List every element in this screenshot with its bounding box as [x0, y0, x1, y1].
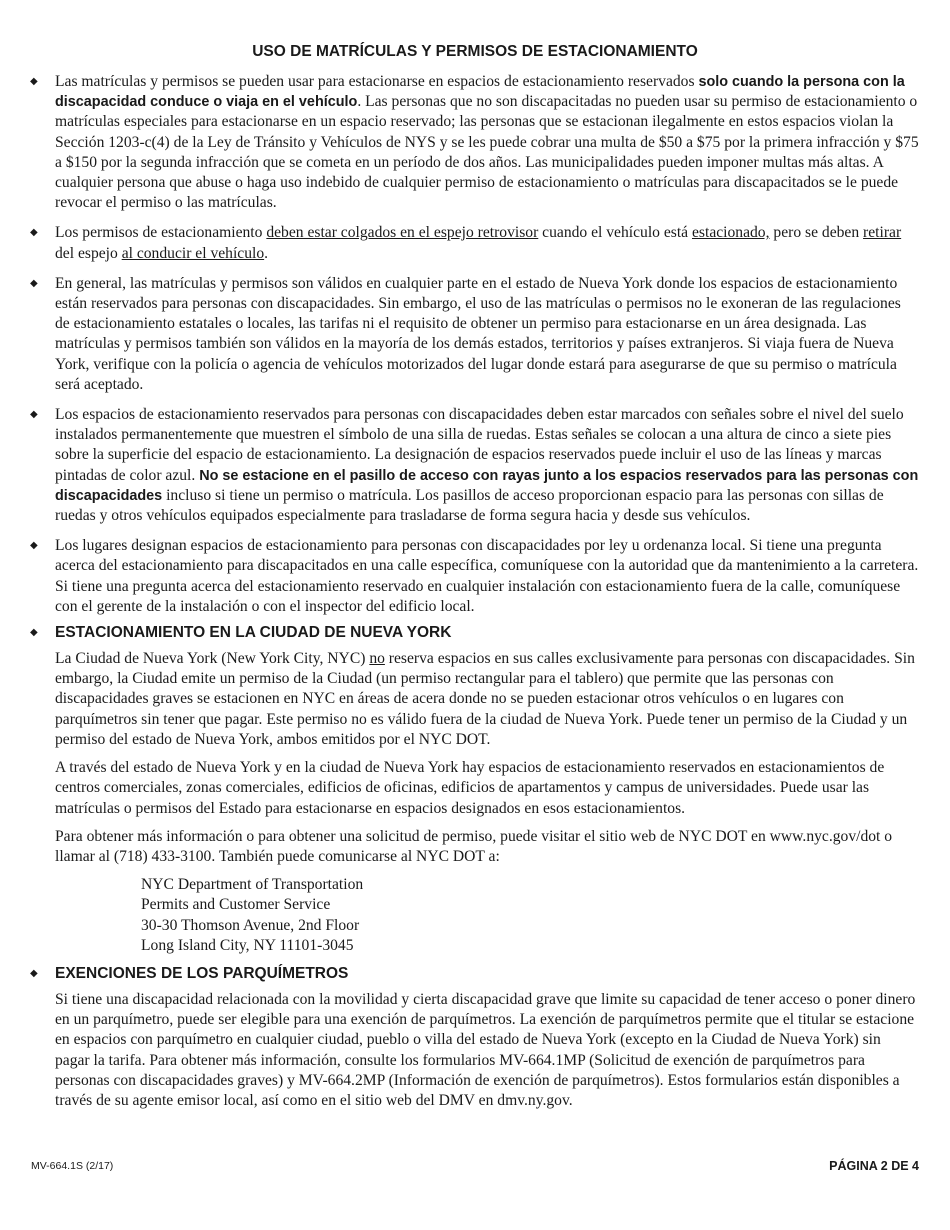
page-title: USO DE MATRÍCULAS Y PERMISOS DE ESTACIONAMIENTO: [252, 43, 698, 60]
paragraph: Las matrículas y permisos se pueden usar para estacionarse en espacios de estacionamiento reservados solo cuando la persona con la discapacidad conduce o viaja en el vehículo. Las personas que no son discapacitadas no pueden usar su permiso de estacionamiento o matrículas especiales para estacionarse en un espacio reservado; las personas que se estacionan ilegalmente en estos espacios violan la Sección 1203-c(4) de la Ley de Tránsito y Vehículos de NYS y se les puede cobrar una multa de $50 a $75 por la primera infracción y $75 a $150 por la segunda infracción que se cometa en un período de dos años. Las municipalidades pueden imponer multas más altas. A cualquier persona que abuse o haga uso indebido de cualquier permiso de estacionamiento o matrículas para discapacitados se le puede revocar el permiso o las matrículas.: [55, 73, 919, 212]
list-item: [31, 274, 919, 395]
main-content: [31, 72, 919, 1117]
paragraph: Si tiene una discapacidad relacionada con la movilidad y cierta discapacidad grave que limite su capacidad de tener acceso o poner dinero en un parquímetro, puede ser elegible para una exención de parquímetros. La exención de parquímetros permite que el titular se estacione en espacios con parquímetro en cualquier ciudad, pueblo o villa del estado de Nueva York (excepto en la Ciudad de Nueva York) sin pagar la tarifa. Para obtener más información, consulte los formularios MV-664.1MP (Solicitud de exención de parquímetros para personas con discapacidades graves) y MV-664.2MP (Información de exención de parquímetros). Estos formularios están disponibles a través de su agente emisor local, así como en el sitio web del DMV en dmv.ny.gov.: [55, 990, 916, 1109]
underlined-text: al conducir el vehículo: [121, 244, 265, 262]
list-item: [31, 405, 919, 526]
address-line: Long Island City, NY 11101-3045: [141, 936, 354, 954]
section-heading: ESTACIONAMIENTO EN LA CIUDAD DE NUEVA YORK: [55, 624, 452, 642]
underlined-text: retirar: [863, 224, 902, 242]
underlined-text: deben estar colgados en el espejo retrovisor: [266, 224, 539, 242]
form-identifier: MV-664.1S (2/17): [31, 1160, 114, 1172]
paragraph: En general, las matrículas y permisos son válidos en cualquier parte en el estado de Nueva York donde los espacios de estacionamiento están reservados para personas con discapacidades. Sin embargo, el uso de las matrículas o permisos no le exoneran de las regulaciones de estacionamiento estatales o locales, las tarifas ni el requisito de obtener un permiso para estacionarse en un área designada. Las matrículas y permisos también son válidos en la mayoría de los demás estados, territorios y países extranjeros. Si viaja fuera de Nueva York, verifique con la policía o agencia de vehículos motorizados del lugar donde estará para asegurarse de que su permiso o matrícula será aceptado.: [55, 274, 901, 393]
underlined-text: no: [369, 650, 385, 668]
paragraph: La Ciudad de Nueva York (New York City, NYC) no reserva espacios en sus calles exclusivamente para personas con discapacidades. Sin embargo, la Ciudad emite un permiso de la Ciudad (un permiso rectangular para el tablero) que permite que las personas con discapacidades graves se estacionen en NYC en áreas de acera donde no se pueden estacionar otros vehículos o en lugares con parquímetros sin tener que pagar. Este permiso no es válido fuera de la ciudad de Nueva York. Puede tener un permiso de la Ciudad y un permiso del estado de Nueva York, ambos emitidos por el NYC DOT.: [55, 650, 915, 748]
section-meter-exemptions: [31, 964, 919, 1111]
underlined-text: estacionado,: [692, 224, 770, 242]
paragraph: Los permisos de estacionamiento deben estar colgados en el espejo retrovisor cuando el vehículo está estacionado, pero se deben retirar del espejo al conducir el vehículo.: [55, 224, 902, 262]
list-item: [31, 536, 919, 617]
diamond-bullet-icon: ◆: [30, 540, 38, 552]
address-line: 30-30 Thomson Avenue, 2nd Floor: [141, 916, 360, 934]
diamond-bullet-icon: ◆: [30, 967, 38, 979]
diamond-bullet-icon: ◆: [30, 227, 38, 239]
paragraph: Para obtener más información o para obtener una solicitud de permiso, puede visitar el sitio web de NYC DOT en www.nyc.gov/dot o llamar al (718) 433-3100. También puede comunicarse al NYC DOT a:: [55, 827, 893, 865]
bold-text: No se estacione en el pasillo de acceso con rayas junto a los espacios reservados para las personas con discapacidades: [55, 467, 919, 504]
list-item: [31, 72, 919, 213]
paragraph: Los espacios de estacionamiento reservados para personas con discapacidades deben estar marcados con señales sobre el nivel del suelo instalados permanentemente que muestren el símbolo de una silla de ruedas. Estas señales se colocan a una altura de cinco a siete pies sobre la superficie del espacio de estacionamiento. La designación de espacios reservados puede incluir el uso de las líneas y marcas pintadas de color azul. No se estacione en el pasillo de acceso con rayas junto a los espacios reservados para las personas con discapacidades incluso si tiene un permiso o matrícula. Los pasillos de acceso proporcionan espacio para las personas con sillas de ruedas y otros vehículos equipados especialmente para trasladarse de forma segura hacia y desde sus vehículos.: [55, 406, 919, 525]
bold-text: solo cuando la persona con la discapacidad conduce o viaja en el vehículo: [55, 74, 905, 111]
paragraph: Los lugares designan espacios de estacionamiento para personas con discapacidades por ley u ordenanza local. Si tiene una pregunta acerca del estacionamiento para discapacitados en una calle específica, comuníquese con la autoridad que da mantenimiento a la carretera. Si tiene una pregunta acerca del estacionamiento reservado en cualquier instalación con estacionamiento fuera de la calle, comuníquese con el gerente de la instalación o con el inspector del edificio local.: [55, 537, 919, 615]
paragraph: A través del estado de Nueva York y en la ciudad de Nueva York hay espacios de estacionamiento reservados en estacionamientos de centros comerciales, zonas comerciales, edificios de oficinas, edificios de apartamentos y campus de universidades. Puede usar las matrículas o permisos del Estado para estacionarse en espacios designados en esos estacionamientos.: [55, 759, 885, 817]
address-line: NYC Department of Transportation: [141, 876, 364, 894]
mailing-address: [141, 875, 919, 956]
diamond-bullet-icon: ◆: [30, 76, 38, 87]
list-item: [31, 223, 919, 263]
address-line: Permits and Customer Service: [141, 896, 331, 914]
page-number: PÁGINA 2 DE 4: [829, 1159, 919, 1173]
diamond-bullet-icon: ◆: [30, 627, 38, 639]
diamond-bullet-icon: ◆: [30, 277, 38, 289]
section-nyc-parking: [31, 623, 919, 956]
section-heading: EXENCIONES DE LOS PARQUÍMETROS: [55, 964, 349, 982]
diamond-bullet-icon: ◆: [30, 409, 38, 421]
